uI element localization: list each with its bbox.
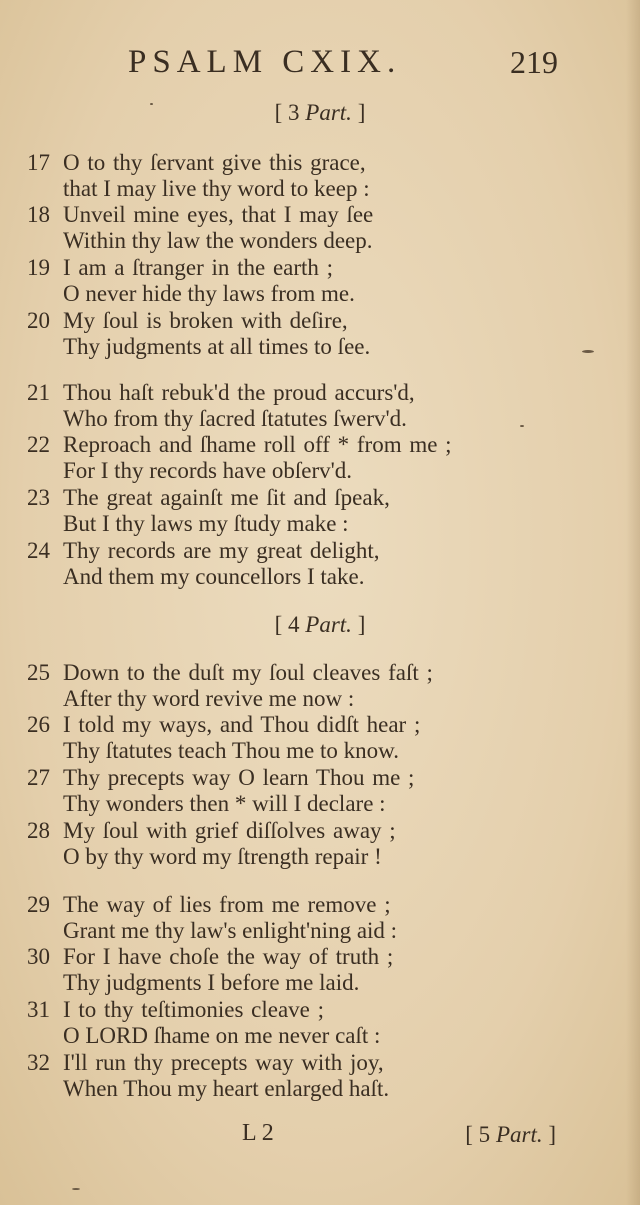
verse-line: Thou haſt rebuk'd the proud accurs'd, bbox=[63, 380, 415, 405]
part-heading-4-open: [ 4 bbox=[274, 612, 300, 637]
verse-17-continuation: that I may live thy word to keep : bbox=[63, 176, 370, 201]
verse-28 bbox=[27, 818, 396, 844]
verse-number: 18 bbox=[27, 202, 50, 227]
verse-number: 17 bbox=[27, 150, 50, 175]
verse-line: I am a ſtranger in the earth ; bbox=[63, 255, 334, 280]
verse-line: I to thy teſtimonies cleave ; bbox=[63, 997, 325, 1022]
verse-20-continuation: Thy judgments at all times to ſee. bbox=[63, 334, 371, 359]
part-heading-4 bbox=[0, 612, 640, 638]
verse-26 bbox=[27, 712, 420, 738]
verse-19 bbox=[27, 255, 333, 281]
verse-26-continuation: Thy ſtatutes teach Thou me to know. bbox=[63, 738, 399, 763]
verse-31 bbox=[27, 997, 324, 1023]
verse-line: The great againſt me ſit and ſpeak, bbox=[63, 485, 390, 510]
catchword-word: Part. bbox=[495, 1122, 543, 1147]
verse-27 bbox=[27, 765, 414, 791]
verse-17 bbox=[27, 150, 366, 176]
verse-21-continuation: Who from thy ſacred ſtatutes ſwerv'd. bbox=[63, 406, 407, 431]
verse-number: 31 bbox=[27, 997, 50, 1022]
verse-number: 28 bbox=[27, 818, 50, 843]
verse-line: O to thy ſervant give this grace, bbox=[63, 150, 366, 175]
part-heading-3-close: ] bbox=[357, 100, 366, 125]
paper-speck bbox=[582, 350, 594, 353]
verse-27-continuation: Thy wonders then * will I declare : bbox=[63, 791, 386, 816]
verse-number: 21 bbox=[27, 380, 50, 405]
verse-24 bbox=[27, 538, 380, 564]
verse-29-continuation: Grant me thy law's enlight'ning aid : bbox=[63, 918, 398, 943]
running-head-title: PSALM CXIX. bbox=[128, 44, 402, 80]
part-heading-3-word: Part. bbox=[305, 100, 352, 125]
verse-line: Reproach and ſhame roll off * from me ; bbox=[63, 432, 452, 457]
catchword-close: ] bbox=[548, 1122, 556, 1147]
part-heading-3-open: [ 3 bbox=[274, 100, 300, 125]
verse-line: My ſoul with grief diſſolves away ; bbox=[63, 818, 396, 843]
catchword bbox=[465, 1122, 556, 1148]
part-heading-4-close: ] bbox=[357, 612, 366, 637]
verse-30 bbox=[27, 944, 393, 970]
verse-25 bbox=[27, 660, 433, 686]
verse-number: 19 bbox=[27, 255, 50, 280]
verse-32-continuation: When Thou my heart enlarged haſt. bbox=[63, 1076, 390, 1101]
verse-32 bbox=[27, 1050, 384, 1076]
verse-31-continuation: O LORD ſhame on me never caſt : bbox=[63, 1023, 381, 1048]
part-heading-4-word: Part. bbox=[305, 612, 352, 637]
verse-28-continuation: O by thy word my ſtrength repair ! bbox=[63, 844, 382, 869]
verse-line: I'll run thy precepts way with joy, bbox=[63, 1050, 384, 1075]
verse-number: 22 bbox=[27, 432, 50, 457]
verse-19-continuation: O never hide thy laws from me. bbox=[63, 281, 355, 306]
paper-speck bbox=[520, 425, 524, 427]
verse-23 bbox=[27, 485, 390, 511]
verse-line: I told my ways, and Thou didſt hear ; bbox=[63, 712, 421, 737]
verse-number: 24 bbox=[27, 538, 50, 563]
verse-number: 32 bbox=[27, 1050, 50, 1075]
verse-30-continuation: Thy judgments I before me laid. bbox=[63, 970, 360, 995]
verse-number: 29 bbox=[27, 892, 50, 917]
verse-18-continuation: Within thy law the wonders deep. bbox=[63, 228, 373, 253]
verse-line: Unveil mine eyes, that I may ſee bbox=[63, 202, 374, 227]
part-heading-3 bbox=[0, 100, 640, 126]
verse-number: 30 bbox=[27, 944, 50, 969]
verse-number: 27 bbox=[27, 765, 50, 790]
verse-24-continuation: And them my councellors I take. bbox=[63, 564, 365, 589]
verse-23-continuation: But I thy laws my ſtudy make : bbox=[63, 511, 349, 536]
verse-line: Thy precepts way O learn Thou me ; bbox=[63, 765, 415, 790]
verse-number: 26 bbox=[27, 712, 50, 737]
verse-line: The way of lies from me remove ; bbox=[63, 892, 391, 917]
verse-line: For I have choſe the way of truth ; bbox=[63, 944, 394, 969]
verse-number: 20 bbox=[27, 308, 50, 333]
verse-line: Down to the duſt my ſoul cleaves faſt ; bbox=[63, 660, 433, 685]
verse-20 bbox=[27, 308, 348, 334]
verse-29 bbox=[27, 892, 391, 918]
verse-25-continuation: After thy word revive me now : bbox=[63, 686, 355, 711]
paper-speck bbox=[150, 103, 153, 105]
verse-22-continuation: For I thy records have obſerv'd. bbox=[63, 458, 353, 483]
page-edge-shadow bbox=[626, 0, 640, 1205]
verse-number: 23 bbox=[27, 485, 50, 510]
verse-line: My ſoul is broken with deſire, bbox=[63, 308, 348, 333]
page-number: 219 bbox=[510, 44, 558, 80]
catchword-open: [ 5 bbox=[465, 1122, 491, 1147]
signature-mark: L 2 bbox=[242, 1120, 274, 1146]
verse-line: Thy records are my great delight, bbox=[63, 538, 380, 563]
verse-number: 25 bbox=[27, 660, 50, 685]
verse-21 bbox=[27, 380, 415, 406]
verse-22 bbox=[27, 432, 452, 458]
paper-speck bbox=[72, 1188, 80, 1190]
verse-18 bbox=[27, 202, 373, 228]
